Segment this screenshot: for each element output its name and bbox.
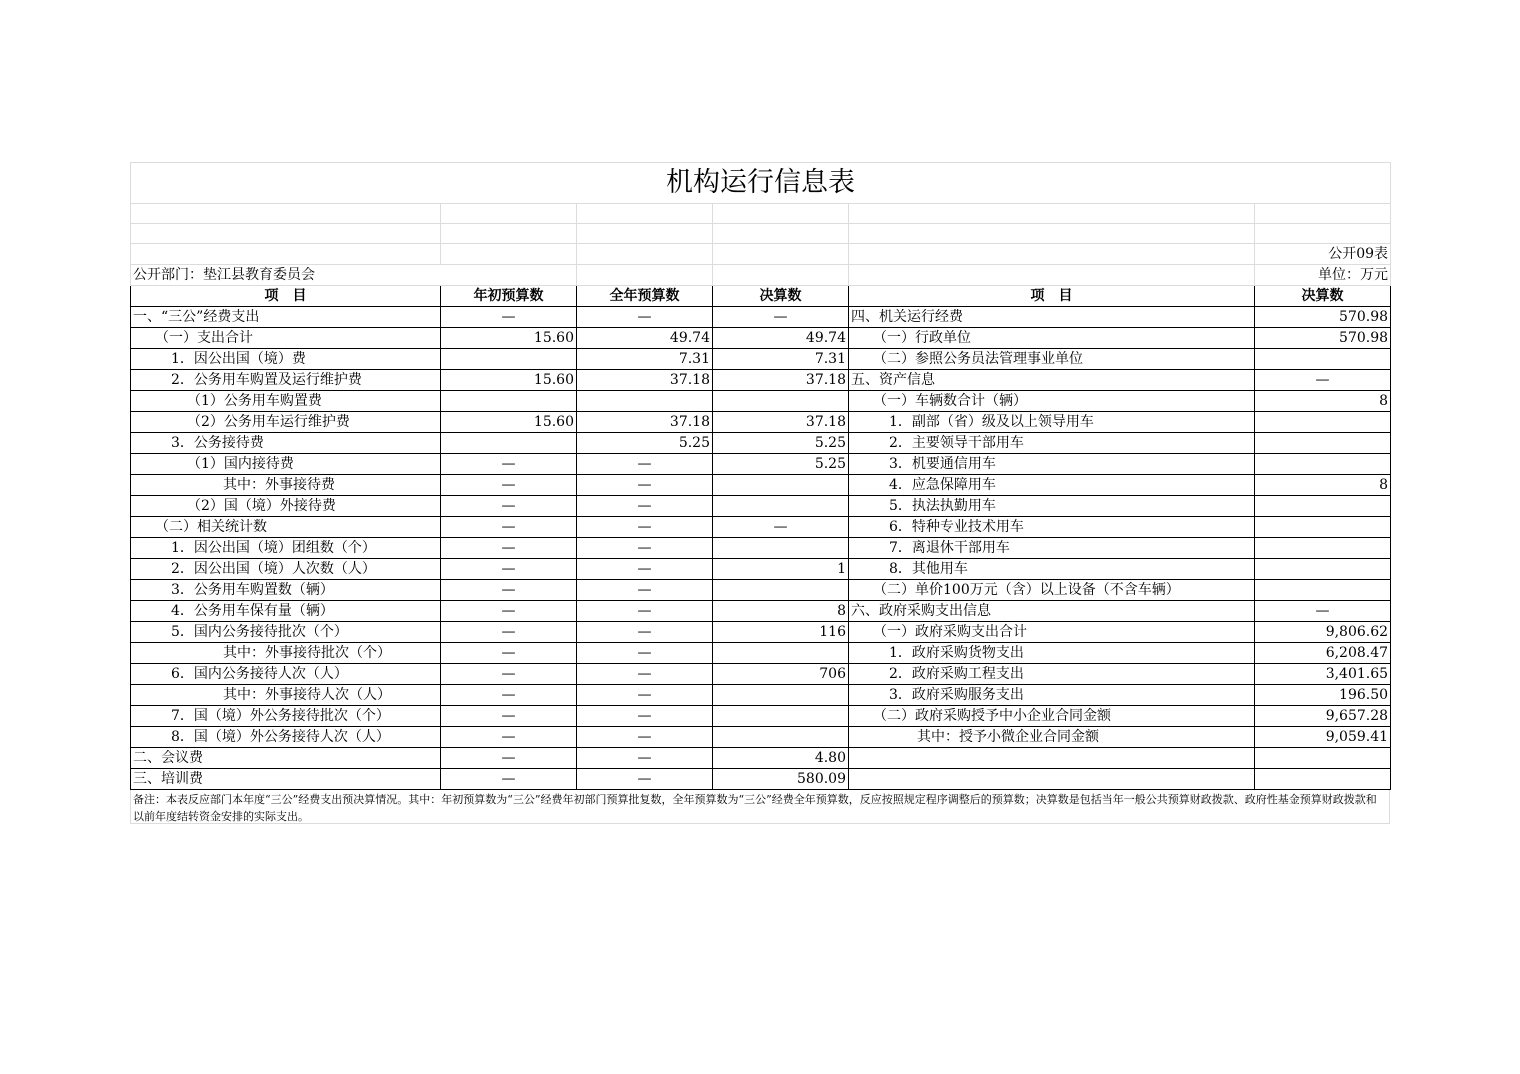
full-budget-cell: 7.31	[577, 349, 713, 370]
table-row	[131, 664, 1391, 685]
right-item-cell: 8．其他用车	[849, 559, 1255, 580]
table-row	[131, 685, 1391, 706]
final-cell: 4.80	[713, 748, 849, 769]
right-final-cell: 570.98	[1255, 328, 1391, 349]
initial-budget-cell: —	[441, 559, 577, 580]
right-item-cell: 六、政府采购支出信息	[849, 601, 1255, 622]
left-item-cell: 6．国内公务接待人次（人）	[131, 664, 441, 685]
left-item-cell: （2）公务用车运行维护费	[131, 412, 441, 433]
right-final-cell: 196.50	[1255, 685, 1391, 706]
final-cell	[713, 727, 849, 748]
full-budget-cell: —	[577, 496, 713, 517]
initial-budget-cell: —	[441, 307, 577, 328]
left-item-cell: （1）国内接待费	[131, 454, 441, 475]
initial-budget-cell: —	[441, 538, 577, 559]
left-item-cell: 其中：外事接待费	[131, 475, 441, 496]
initial-budget-cell: —	[441, 517, 577, 538]
final-cell	[713, 685, 849, 706]
initial-budget-cell: —	[441, 601, 577, 622]
table-row	[131, 706, 1391, 727]
left-item-cell: （二）相关统计数	[131, 517, 441, 538]
right-final-cell: 3,401.65	[1255, 664, 1391, 685]
final-cell	[713, 580, 849, 601]
institution-operation-table	[130, 162, 1391, 790]
initial-budget-cell: 15.60	[441, 328, 577, 349]
table-row	[131, 559, 1391, 580]
right-item-cell: 四、机关运行经费	[849, 307, 1255, 328]
full-budget-cell: 49.74	[577, 328, 713, 349]
left-item-cell: 8．国（境）外公务接待人次（人）	[131, 727, 441, 748]
right-item-cell: （一）行政单位	[849, 328, 1255, 349]
left-item-cell: 二、会议费	[131, 748, 441, 769]
initial-budget-cell	[441, 433, 577, 454]
full-budget-cell: —	[577, 475, 713, 496]
right-final-cell	[1255, 538, 1391, 559]
right-final-cell: 9,806.62	[1255, 622, 1391, 643]
left-item-cell: （2）国（境）外接待费	[131, 496, 441, 517]
header-right-item: 项 目	[849, 286, 1255, 307]
left-item-cell: 3．公务接待费	[131, 433, 441, 454]
right-final-cell	[1255, 349, 1391, 370]
header-final: 决算数	[713, 286, 849, 307]
table-row	[131, 454, 1391, 475]
final-cell: 5.25	[713, 433, 849, 454]
right-item-cell: 1．政府采购货物支出	[849, 643, 1255, 664]
final-cell: 1	[713, 559, 849, 580]
full-budget-cell: —	[577, 643, 713, 664]
left-item-cell: 其中：外事接待批次（个）	[131, 643, 441, 664]
table-row	[131, 622, 1391, 643]
table-row	[131, 748, 1391, 769]
initial-budget-cell: —	[441, 664, 577, 685]
final-cell: 116	[713, 622, 849, 643]
full-budget-cell: —	[577, 706, 713, 727]
initial-budget-cell: —	[441, 748, 577, 769]
right-final-cell: 9,059.41	[1255, 727, 1391, 748]
full-budget-cell: —	[577, 580, 713, 601]
table-row	[131, 538, 1391, 559]
initial-budget-cell: —	[441, 643, 577, 664]
final-cell	[713, 643, 849, 664]
right-item-cell: （一）政府采购支出合计	[849, 622, 1255, 643]
left-item-cell: 一、“三公”经费支出	[131, 307, 441, 328]
full-budget-cell: —	[577, 559, 713, 580]
full-budget-cell	[577, 391, 713, 412]
final-cell: 49.74	[713, 328, 849, 349]
full-budget-cell: —	[577, 454, 713, 475]
header-full-budget: 全年预算数	[577, 286, 713, 307]
left-item-cell: 3．公务用车购置数（辆）	[131, 580, 441, 601]
full-budget-cell: —	[577, 748, 713, 769]
left-item-cell: 2．公务用车购置及运行维护费	[131, 370, 441, 391]
full-budget-cell: 37.18	[577, 370, 713, 391]
right-item-cell: 5．执法执勤用车	[849, 496, 1255, 517]
right-item-cell: 五、资产信息	[849, 370, 1255, 391]
final-cell	[713, 475, 849, 496]
final-cell: 5.25	[713, 454, 849, 475]
left-item-cell: （1）公务用车购置费	[131, 391, 441, 412]
right-item-cell: （一）车辆数合计（辆）	[849, 391, 1255, 412]
final-cell: —	[713, 307, 849, 328]
initial-budget-cell: 15.60	[441, 370, 577, 391]
final-cell: 37.18	[713, 370, 849, 391]
right-item-cell: 2．主要领导干部用车	[849, 433, 1255, 454]
left-item-cell: 1．因公出国（境）费	[131, 349, 441, 370]
table-title: 机构运行信息表	[131, 163, 1391, 204]
right-final-cell	[1255, 496, 1391, 517]
right-final-cell: 8	[1255, 475, 1391, 496]
right-final-cell	[1255, 412, 1391, 433]
left-item-cell: 7．国（境）外公务接待批次（个）	[131, 706, 441, 727]
right-item-cell	[849, 748, 1255, 769]
full-budget-cell: —	[577, 517, 713, 538]
left-item-cell: 5．国内公务接待批次（个）	[131, 622, 441, 643]
header-right-final: 决算数	[1255, 286, 1391, 307]
full-budget-cell: —	[577, 307, 713, 328]
initial-budget-cell: —	[441, 580, 577, 601]
left-item-cell: 4．公务用车保有量（辆）	[131, 601, 441, 622]
full-budget-cell: 37.18	[577, 412, 713, 433]
right-final-cell	[1255, 580, 1391, 601]
left-item-cell: 2．因公出国（境）人次数（人）	[131, 559, 441, 580]
full-budget-cell: —	[577, 601, 713, 622]
full-budget-cell: —	[577, 769, 713, 790]
right-final-cell: —	[1255, 370, 1391, 391]
table-row	[131, 412, 1391, 433]
header-row	[131, 286, 1391, 307]
right-item-cell: 3．机要通信用车	[849, 454, 1255, 475]
full-budget-cell: —	[577, 622, 713, 643]
full-budget-cell: —	[577, 538, 713, 559]
final-cell: 37.18	[713, 412, 849, 433]
table-number: 公开09表	[1255, 244, 1391, 265]
footnote: 备注：本表反应部门本年度“三公”经费支出预决算情况。其中：年初预算数为“三公”经费年初部门预算批复数，全年预算数为“三公”经费全年预算数，反应按照规定程序调整后的预算数；决算数是包括当年一般公共预算财政拨款、政府性基金预算财政拨款和以前年度结转资金安排的实际支出。	[130, 790, 1390, 824]
left-item-cell: 三、培训费	[131, 769, 441, 790]
final-cell: 706	[713, 664, 849, 685]
initial-budget-cell: —	[441, 769, 577, 790]
right-item-cell: 2．政府采购工程支出	[849, 664, 1255, 685]
report-sheet	[130, 162, 1390, 824]
final-cell: —	[713, 517, 849, 538]
header-initial-budget: 年初预算数	[441, 286, 577, 307]
full-budget-cell: —	[577, 664, 713, 685]
table-row	[131, 601, 1391, 622]
full-budget-cell: —	[577, 727, 713, 748]
final-cell: 7.31	[713, 349, 849, 370]
table-row	[131, 475, 1391, 496]
table-row	[131, 328, 1391, 349]
right-final-cell	[1255, 433, 1391, 454]
full-budget-cell: —	[577, 685, 713, 706]
right-item-cell: 3．政府采购服务支出	[849, 685, 1255, 706]
right-final-cell	[1255, 517, 1391, 538]
table-row	[131, 769, 1391, 790]
full-budget-cell: 5.25	[577, 433, 713, 454]
right-final-cell: 9,657.28	[1255, 706, 1391, 727]
right-item-cell: 7．离退休干部用车	[849, 538, 1255, 559]
table-row	[131, 643, 1391, 664]
table-row	[131, 391, 1391, 412]
final-cell	[713, 496, 849, 517]
initial-budget-cell: —	[441, 685, 577, 706]
right-final-cell: 8	[1255, 391, 1391, 412]
table-row	[131, 580, 1391, 601]
final-cell	[713, 538, 849, 559]
left-item-cell: （一）支出合计	[131, 328, 441, 349]
right-item-cell	[849, 769, 1255, 790]
initial-budget-cell	[441, 349, 577, 370]
final-cell: 8	[713, 601, 849, 622]
right-final-cell	[1255, 748, 1391, 769]
table-row	[131, 496, 1391, 517]
table-row	[131, 370, 1391, 391]
department-label: 公开部门：垫江县教育委员会	[131, 265, 577, 286]
initial-budget-cell	[441, 391, 577, 412]
right-item-cell: 4．应急保障用车	[849, 475, 1255, 496]
initial-budget-cell: —	[441, 622, 577, 643]
right-final-cell	[1255, 769, 1391, 790]
final-cell	[713, 391, 849, 412]
right-final-cell: —	[1255, 601, 1391, 622]
right-item-cell: （二）单价100万元（含）以上设备（不含车辆）	[849, 580, 1255, 601]
initial-budget-cell: —	[441, 475, 577, 496]
right-final-cell: 6,208.47	[1255, 643, 1391, 664]
left-item-cell: 其中：外事接待人次（人）	[131, 685, 441, 706]
initial-budget-cell: —	[441, 496, 577, 517]
table-row	[131, 307, 1391, 328]
right-item-cell: 6．特种专业技术用车	[849, 517, 1255, 538]
right-item-cell: （二）政府采购授予中小企业合同金额	[849, 706, 1255, 727]
header-left-item: 项 目	[131, 286, 441, 307]
left-item-cell: 1．因公出国（境）团组数（个）	[131, 538, 441, 559]
table-row	[131, 433, 1391, 454]
initial-budget-cell: —	[441, 706, 577, 727]
table-row	[131, 517, 1391, 538]
table-row	[131, 349, 1391, 370]
unit-label: 单位：万元	[1255, 265, 1391, 286]
initial-budget-cell: 15.60	[441, 412, 577, 433]
right-item-cell: 其中：授予小微企业合同金额	[849, 727, 1255, 748]
right-item-cell: （二）参照公务员法管理事业单位	[849, 349, 1255, 370]
final-cell: 580.09	[713, 769, 849, 790]
right-item-cell: 1．副部（省）级及以上领导用车	[849, 412, 1255, 433]
initial-budget-cell: —	[441, 454, 577, 475]
initial-budget-cell: —	[441, 727, 577, 748]
final-cell	[713, 706, 849, 727]
right-final-cell	[1255, 559, 1391, 580]
table-row	[131, 727, 1391, 748]
right-final-cell: 570.98	[1255, 307, 1391, 328]
right-final-cell	[1255, 454, 1391, 475]
